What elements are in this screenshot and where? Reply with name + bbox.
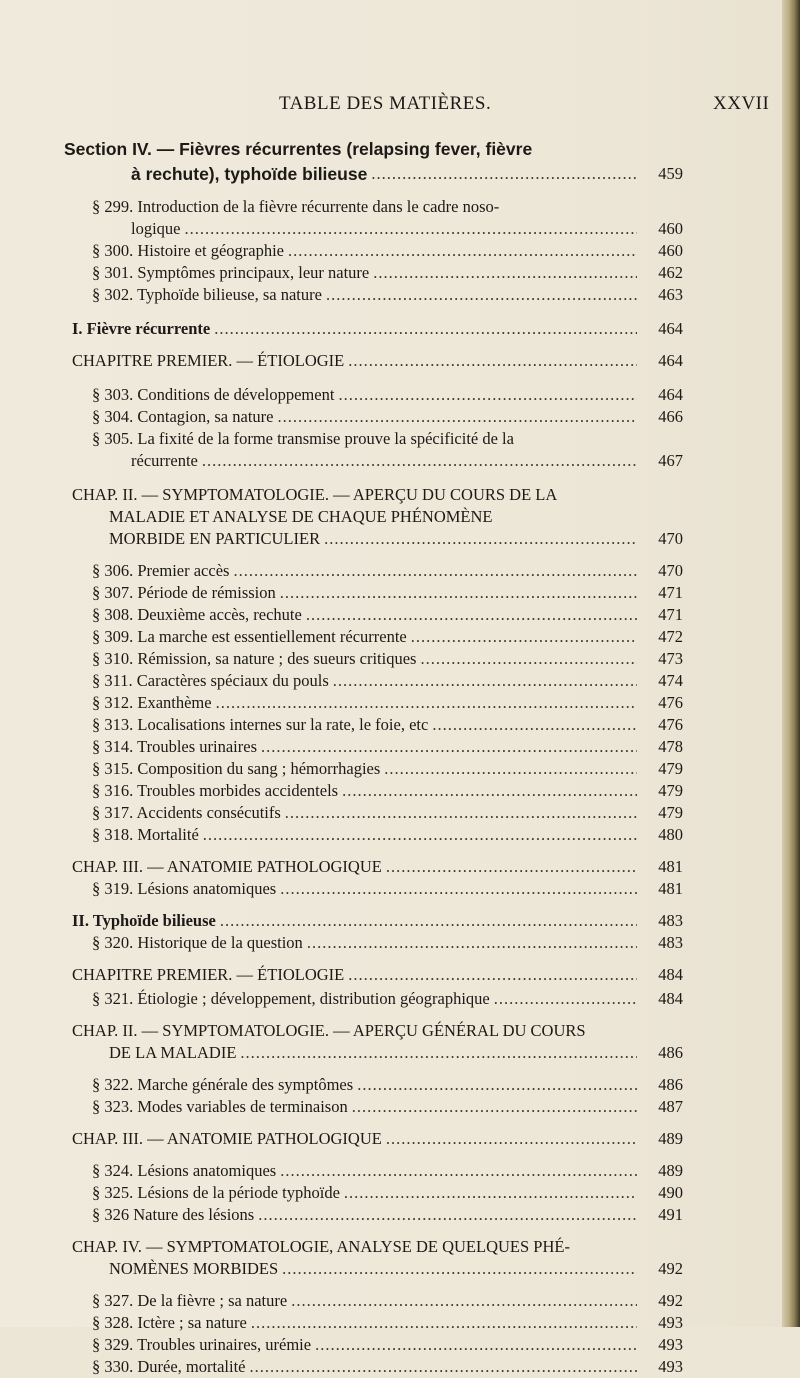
toc-entry-text: CHAP. III. — ANATOMIE PATHOLOGIQUE: [72, 1129, 382, 1148]
toc-entry-text: § 309. La marche est essentiellement récurrente: [92, 627, 407, 646]
toc-page-number: 478: [658, 737, 683, 756]
page-edge: [782, 0, 800, 1327]
toc-page-number: 459: [658, 164, 683, 183]
toc-entry-text: logique: [131, 219, 181, 238]
dot-leader: [342, 780, 637, 802]
toc-entry-text: § 301. Symptômes principaux, leur nature: [92, 263, 370, 282]
toc-entry-text: NOMÈNES MORBIDES: [109, 1259, 279, 1278]
toc-entry-text: § 310. Rémission, sa nature ; des sueurs critiques: [92, 649, 417, 668]
toc-page-number: 489: [658, 1129, 683, 1148]
toc-entry-text: § 306. Premier accès: [92, 561, 230, 580]
toc-entry-text: II. Typhoïde bilieuse: [72, 911, 216, 930]
toc-entry-text: CHAP. III. — ANATOMIE PATHOLOGIQUE: [72, 857, 382, 876]
toc-entry-text: § 326 Nature des lésions: [92, 1205, 255, 1224]
toc-entry-text: § 311. Caractères spéciaux du pouls: [92, 671, 329, 690]
dot-leader: [185, 218, 638, 240]
running-title: TABLE DES MATIÈRES.: [279, 93, 492, 114]
toc-page-number: 464: [658, 385, 683, 404]
dot-leader: [250, 1356, 638, 1378]
dot-leader: [307, 932, 637, 954]
dot-leader: [326, 284, 637, 306]
toc-page-number: 483: [658, 933, 683, 952]
toc-entry-text: CHAPITRE PREMIER. — ÉTIOLOGIE: [72, 965, 345, 984]
toc-page-number: 484: [658, 989, 683, 1008]
toc-page-number: 464: [658, 351, 683, 370]
toc-entry-text: § 328. Ictère ; sa nature: [92, 1313, 247, 1332]
toc-page-number: 476: [658, 693, 683, 712]
toc-entry-text: § 322. Marche générale des symptômes: [92, 1075, 354, 1094]
toc-entry-text: § 314. Troubles urinaires: [92, 737, 257, 756]
toc-page-number: 471: [658, 583, 683, 602]
toc-page-number: 490: [658, 1183, 683, 1202]
toc-entry-text: § 305. La fixité de la forme transmise prouve la spécificité de la: [92, 429, 514, 448]
dot-leader: [240, 1042, 637, 1064]
toc-page-number: 493: [658, 1335, 683, 1354]
dot-leader: [386, 856, 637, 878]
toc-page-number: 492: [658, 1259, 683, 1278]
toc-entry-text: § 303. Conditions de développement: [92, 385, 335, 404]
toc-entry-text: à rechute), typhoïde bilieuse: [131, 164, 368, 184]
toc-entry-text: CHAP. II. — SYMPTOMATOLOGIE. — APERÇU GÉNÉRAL DU COURS: [72, 1021, 586, 1040]
toc-page-number: 472: [658, 627, 683, 646]
dot-leader: [285, 802, 637, 824]
dot-leader: [432, 714, 637, 736]
toc-entry-text: MORBIDE EN PARTICULIER: [109, 529, 321, 548]
toc-entry-text: § 308. Deuxième accès, rechute: [92, 605, 302, 624]
dot-leader: [277, 406, 637, 428]
toc-entry-text: CHAPITRE PREMIER. — ÉTIOLOGIE: [72, 351, 345, 370]
dot-leader: [315, 1334, 637, 1356]
dot-leader: [344, 1182, 637, 1204]
dot-leader: [280, 878, 637, 900]
page-number: XXVII: [713, 93, 770, 114]
dot-leader: [233, 560, 637, 582]
toc-entry-text: § 319. Lésions anatomiques: [92, 879, 277, 898]
dot-leader: [261, 736, 637, 758]
toc-entry-text: MALADIE ET ANALYSE DE CHAQUE PHÉNOMÈNE: [109, 507, 493, 526]
dot-leader: [348, 350, 637, 372]
dot-leader: [203, 824, 637, 846]
toc-page-number: 467: [658, 451, 683, 470]
dot-leader: [386, 1128, 637, 1150]
toc-page-number: 479: [658, 803, 683, 822]
dot-leader: [373, 262, 637, 284]
toc-page-number: 481: [658, 879, 683, 898]
toc-page-number: 479: [658, 781, 683, 800]
dot-leader: [291, 1290, 637, 1312]
toc-page-number: 463: [658, 285, 683, 304]
dot-leader: [411, 626, 637, 648]
dot-leader: [288, 240, 637, 262]
toc-page-number: 483: [658, 911, 683, 930]
toc-page-number: 476: [658, 715, 683, 734]
toc-page-number: 470: [658, 561, 683, 580]
toc-page-number: 492: [658, 1291, 683, 1310]
toc-page-number: 493: [658, 1313, 683, 1332]
toc-page-number: 479: [658, 759, 683, 778]
toc-entry-text: récurrente: [131, 451, 198, 470]
toc-entry-text: § 313. Localisations internes sur la rate, le foie, etc: [92, 715, 429, 734]
toc-page-number: 486: [658, 1043, 683, 1062]
toc-page-number: 466: [658, 407, 683, 426]
toc-entry-text: DE LA MALADIE: [109, 1043, 237, 1062]
dot-leader: [216, 692, 637, 714]
dot-leader: [324, 528, 637, 550]
dot-leader: [333, 670, 637, 692]
dot-leader: [202, 450, 637, 472]
dot-leader: [384, 758, 637, 780]
toc-page-number: 480: [658, 825, 683, 844]
dot-leader: [494, 988, 637, 1010]
toc-entry-text: § 325. Lésions de la période typhoïde: [92, 1183, 340, 1202]
toc-page-number: 487: [658, 1097, 683, 1116]
toc-page-number: 486: [658, 1075, 683, 1094]
toc-page-number: 471: [658, 605, 683, 624]
toc-page-number: 462: [658, 263, 683, 282]
dot-leader: [420, 648, 637, 670]
toc-entry-text: CHAP. II. — SYMPTOMATOLOGIE. — APERÇU DU COURS DE LA: [72, 485, 558, 504]
toc-entry-text: CHAP. IV. — SYMPTOMATOLOGIE, ANALYSE DE QUELQUES PHÉ-: [72, 1237, 570, 1256]
toc-entry-text: § 316. Troubles morbides accidentels: [92, 781, 339, 800]
toc-page-number: 464: [658, 319, 683, 338]
dot-leader: [220, 910, 637, 932]
dot-leader: [338, 384, 637, 406]
toc-entry-text: § 323. Modes variables de terminaison: [92, 1097, 348, 1116]
dot-leader: [371, 163, 637, 185]
toc-entry-text: § 327. De la fièvre ; sa nature: [92, 1291, 288, 1310]
toc-page-number: 493: [658, 1357, 683, 1376]
dot-leader: [357, 1074, 637, 1096]
toc-entry-text: I. Fièvre récurrente: [72, 319, 211, 338]
dot-leader: [282, 1258, 637, 1280]
toc-page-number: 474: [658, 671, 683, 690]
toc-entry-text: § 320. Historique de la question: [92, 933, 303, 952]
dot-leader: [280, 582, 637, 604]
toc-entry-text: § 304. Contagion, sa nature: [92, 407, 274, 426]
toc-entry-text: § 299. Introduction de la fièvre récurrente dans le cadre noso-: [92, 197, 500, 216]
toc-entry-text: § 300. Histoire et géographie: [92, 241, 284, 260]
toc-page-number: 460: [658, 241, 683, 260]
toc-entry-text: § 312. Exanthème: [92, 693, 212, 712]
toc-page-number: 460: [658, 219, 683, 238]
dot-leader: [214, 318, 637, 340]
dot-leader: [306, 604, 637, 626]
toc-entry-text: § 302. Typhoïde bilieuse, sa nature: [92, 285, 322, 304]
dot-leader: [352, 1096, 637, 1118]
dot-leader: [348, 964, 637, 986]
toc-page-number: 489: [658, 1161, 683, 1180]
toc-entry-text: Section IV. — Fièvres récurrentes (relapsing fever, fièvre: [64, 139, 533, 159]
toc-page-number: 481: [658, 857, 683, 876]
toc-entry-text: § 329. Troubles urinaires, urémie: [92, 1335, 312, 1354]
toc-entry-text: § 330. Durée, mortalité: [92, 1357, 246, 1376]
page-header: [0, 93, 800, 123]
dot-leader: [280, 1160, 637, 1182]
toc-page-number: 491: [658, 1205, 683, 1224]
toc-entry-text: § 317. Accidents consécutifs: [92, 803, 281, 822]
toc-entry-text: § 307. Période de rémission: [92, 583, 276, 602]
dot-leader: [251, 1312, 637, 1334]
toc-page-number: 470: [658, 529, 683, 548]
toc-page-number: 473: [658, 649, 683, 668]
toc-entry-text: § 315. Composition du sang ; hémorrhagies: [92, 759, 381, 778]
toc-entry-text: § 321. Étiologie ; développement, distribution géographique: [92, 989, 490, 1008]
toc-page-number: 484: [658, 965, 683, 984]
dot-leader: [258, 1204, 637, 1226]
toc-entry-text: § 318. Mortalité: [92, 825, 199, 844]
toc-entry-text: § 324. Lésions anatomiques: [92, 1161, 277, 1180]
